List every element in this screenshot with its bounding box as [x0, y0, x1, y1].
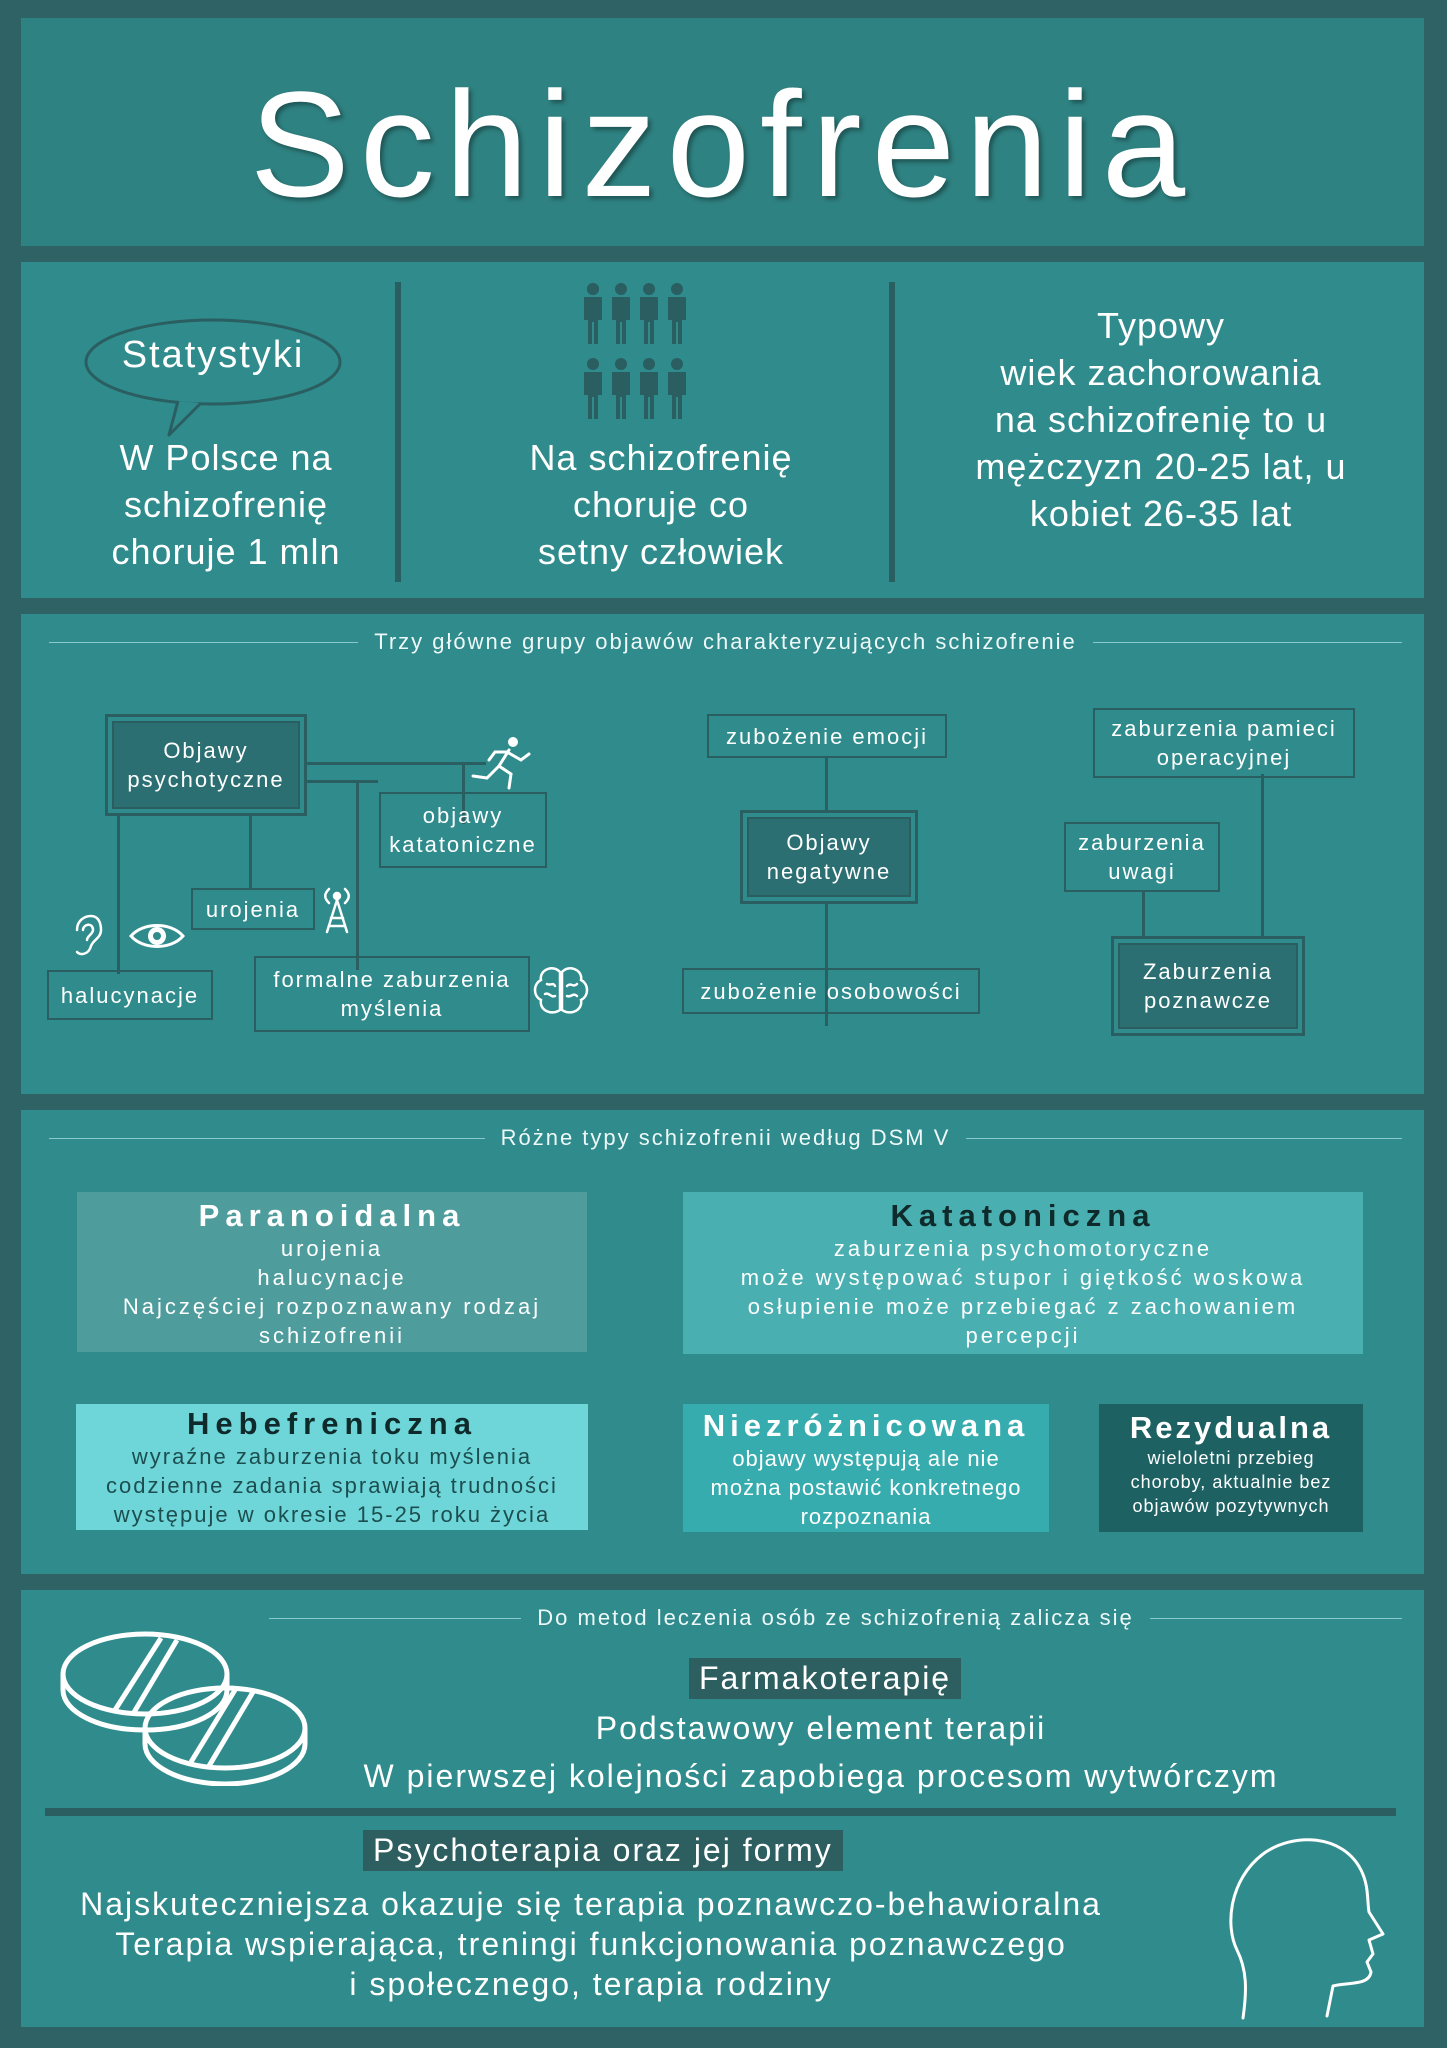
- card-line: percepcji: [965, 1323, 1081, 1348]
- divider: [889, 282, 895, 582]
- running-figure-icon: [469, 734, 535, 790]
- paranoid-card: [77, 1192, 587, 1352]
- symptoms-panel: [21, 614, 1424, 1094]
- psychotic-symptoms-box: [105, 714, 307, 816]
- statistics-label: Statystyki: [121, 334, 305, 376]
- hebephrenic-card: [76, 1404, 588, 1530]
- psycho-line: i społecznego, terapia rodziny: [349, 1966, 833, 2002]
- card-line: halucynacje: [257, 1265, 407, 1290]
- card-line: rozpoznania: [800, 1504, 932, 1529]
- antenna-icon: [321, 886, 353, 934]
- emotion-poverty-box: zubożenie emocji: [707, 714, 947, 758]
- box-line: poznawcze: [1143, 988, 1273, 1013]
- card-line: Najczęściej rozpoznawany rodzaj: [122, 1294, 542, 1319]
- card-title: Niezróżnicowana: [702, 1408, 1030, 1443]
- psychotherapy-label: Psychoterapia oraz jej formy: [363, 1830, 843, 1871]
- box-line: zaburzenia pamieci: [1111, 716, 1337, 741]
- negative-symptoms-box: [740, 810, 918, 904]
- stat-line: choruje co: [572, 484, 750, 525]
- pharma-line: W pierwszej kolejności zapobiega procesom wytwórczym: [363, 1758, 1279, 1794]
- stat-line: kobiet 26-35 lat: [1029, 493, 1293, 534]
- box-line: formalne zaburzenia: [273, 967, 511, 992]
- card-line: można postawić konkretnego: [710, 1475, 1022, 1500]
- stat-line: mężczyzn 20-25 lat, u: [975, 446, 1347, 487]
- stat-line: Typowy: [1096, 305, 1226, 346]
- card-line: osłupienie może przebiegać z zachowaniem: [747, 1294, 1299, 1319]
- cognitive-symptoms-box: [1111, 936, 1305, 1036]
- treatment-heading: [269, 1605, 1402, 1630]
- card-line: wyraźne zaburzenia toku myślenia: [131, 1444, 533, 1469]
- symptoms-heading: [49, 629, 1402, 654]
- box-line: Objawy: [163, 738, 249, 763]
- stat-line: schizofrenię: [123, 484, 329, 525]
- eye-icon: [129, 920, 185, 952]
- box-line: negatywne: [766, 859, 892, 884]
- box-line: operacyjnej: [1156, 745, 1292, 770]
- stat-line: W Polsce na: [119, 437, 333, 478]
- types-heading: [49, 1125, 1402, 1150]
- pharma-line: Podstawowy element terapii: [595, 1710, 1047, 1746]
- stat-line: wiek zachorowania: [1000, 352, 1322, 393]
- people-icon: [581, 282, 701, 422]
- stat-line: Na schizofrenię: [529, 437, 793, 478]
- box-line: psychotyczne: [127, 767, 285, 792]
- card-title: Paranoidalna: [198, 1198, 466, 1233]
- card-line: choroby, aktualnie bez: [1130, 1472, 1332, 1492]
- card-line: codzienne zadania sprawiają trudności: [106, 1473, 558, 1498]
- card-title: Katatoniczna: [890, 1198, 1156, 1233]
- stat-line: na schizofrenię to u: [994, 399, 1328, 440]
- stat-age: [911, 302, 1411, 537]
- divider: [45, 1808, 1396, 1816]
- stat-hundredth: [446, 434, 876, 575]
- title-panel: [21, 18, 1424, 246]
- types-heading-text: Różne typy schizofrenii według DSM V: [500, 1125, 951, 1150]
- psycho-line: Najskuteczniejsza okazuje się terapia poznawczo-behawioralna: [80, 1886, 1102, 1922]
- hallucinations-box: halucynacje: [47, 970, 213, 1020]
- catatonic-card: [683, 1192, 1363, 1354]
- types-panel: [21, 1110, 1424, 1574]
- memory-disorder-box: [1093, 708, 1355, 778]
- undifferentiated-card: [683, 1404, 1049, 1532]
- card-line: wieloletni przebieg: [1147, 1448, 1315, 1468]
- statistics-panel: [21, 262, 1424, 598]
- thought-disorder-box: [254, 956, 530, 1032]
- card-line: objawów pozytywnych: [1132, 1496, 1330, 1516]
- pills-icon: [49, 1622, 309, 1786]
- brain-icon: [533, 966, 589, 1018]
- box-line: myślenia: [340, 996, 444, 1021]
- personality-poverty-box: zubożenie osobowości: [682, 968, 980, 1014]
- pharmacotherapy-label: Farmakoterapię: [689, 1658, 961, 1699]
- card-title: Hebefreniczna: [187, 1406, 477, 1441]
- ear-icon: [71, 914, 103, 958]
- card-line: zaburzenia psychomotoryczne: [833, 1236, 1213, 1261]
- treatment-heading-text: Do metod leczenia osób ze schizofrenią zalicza się: [537, 1605, 1134, 1630]
- head-profile-icon: [1223, 1830, 1389, 2020]
- card-title: Rezydualna: [1129, 1410, 1333, 1445]
- symptoms-heading-text: Trzy główne grupy objawów charakteryzujących schizofrenie: [374, 629, 1077, 654]
- katatonic-box: [379, 792, 547, 868]
- card-line: występuje w okresie 15-25 roku życia: [113, 1502, 551, 1527]
- card-line: urojenia: [280, 1236, 384, 1261]
- box-line: katatoniczne: [389, 832, 537, 857]
- attention-disorder-box: [1064, 822, 1220, 892]
- card-line: objawy występują ale nie: [732, 1446, 1000, 1471]
- card-line: może występować stupor i giętkość woskowa: [740, 1265, 1306, 1290]
- box-line: objawy: [422, 803, 504, 828]
- stat-line: setny człowiek: [537, 531, 785, 572]
- delusions-box: urojenia: [191, 888, 315, 930]
- box-line: uwagi: [1108, 859, 1176, 884]
- card-line: schizofrenii: [258, 1323, 406, 1348]
- box-line: zaburzenia: [1078, 830, 1206, 855]
- residual-card: [1099, 1404, 1363, 1532]
- treatment-panel: [21, 1590, 1424, 2027]
- divider: [395, 282, 401, 582]
- box-line: Zaburzenia: [1142, 959, 1274, 984]
- stat-line: choruje 1 mln: [111, 531, 341, 572]
- box-line: Objawy: [786, 830, 872, 855]
- page-title: Schizofrenia: [249, 60, 1196, 228]
- stat-poland: [41, 434, 411, 575]
- psycho-line: Terapia wspierająca, treningi funkcjonowania poznawczego: [115, 1926, 1067, 1962]
